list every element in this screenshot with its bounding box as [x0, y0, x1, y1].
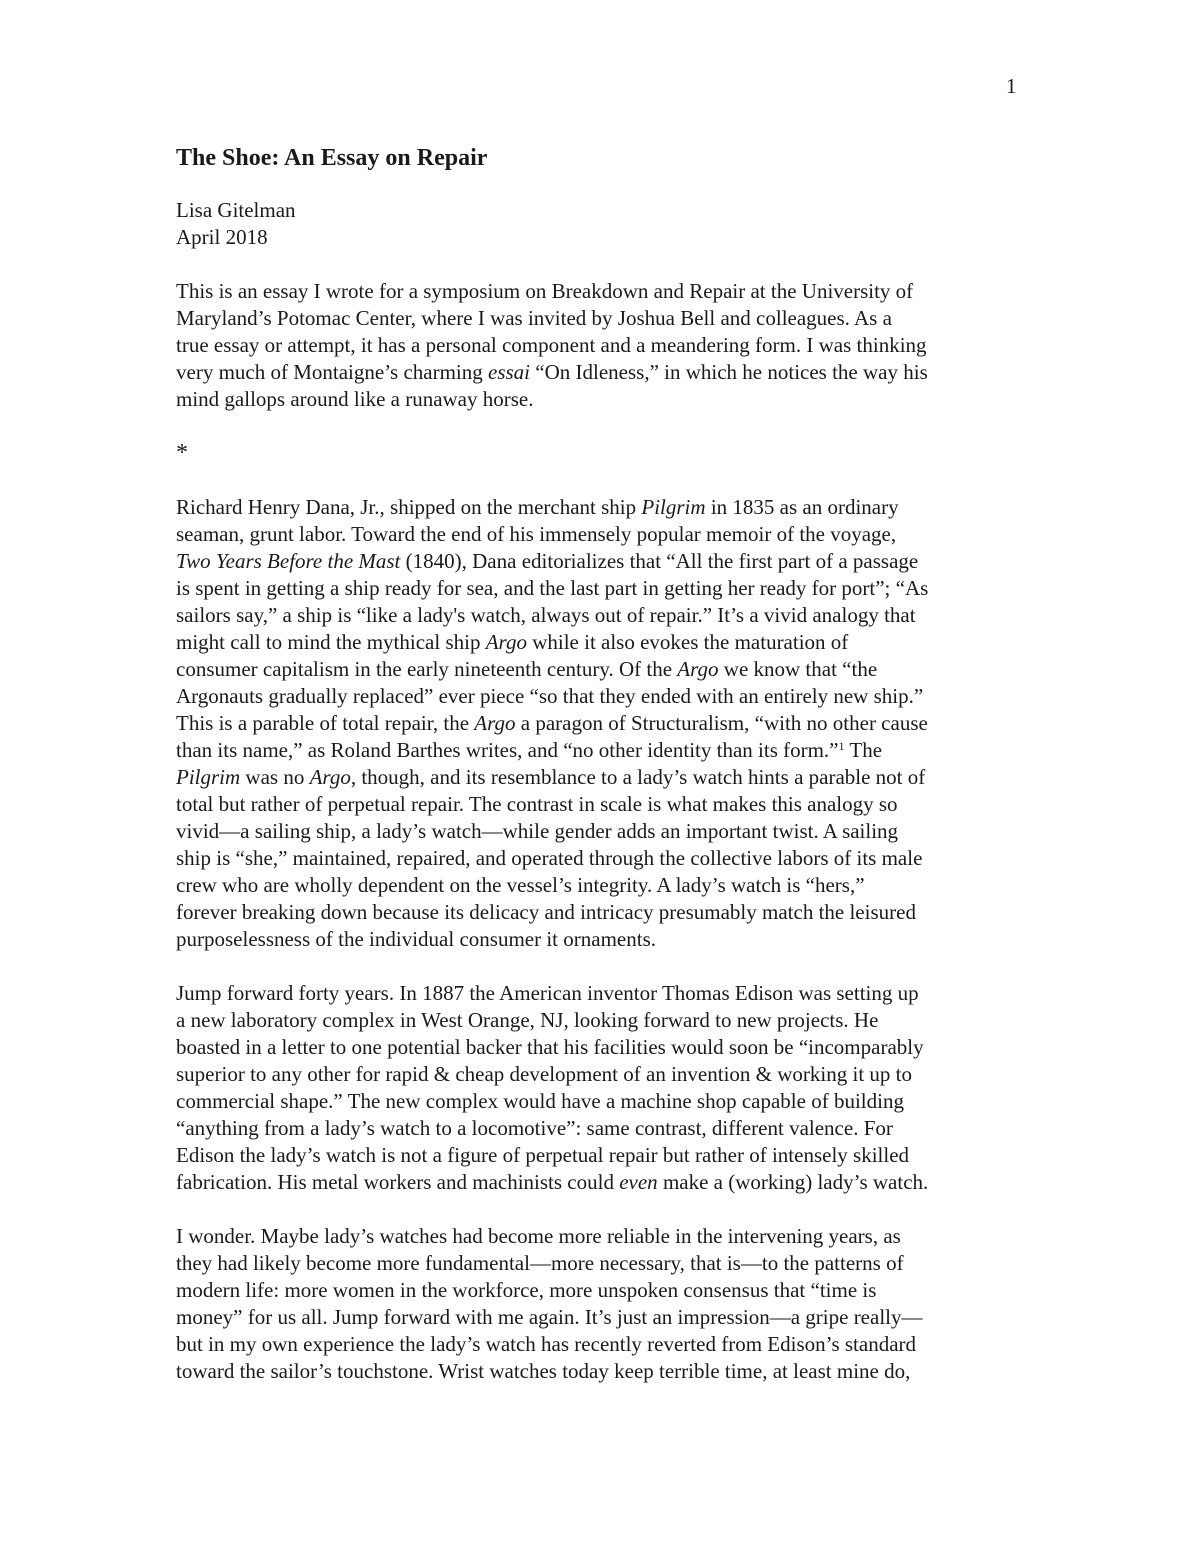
paragraph-edison: [176, 980, 1056, 1196]
text-line: vivid—a sailing ship, a lady’s watch—while gender adds an important twist. A sailing: [176, 819, 899, 843]
essay-date: April 2018: [176, 225, 268, 249]
text-run: Richard Henry Dana, Jr., shipped on the merchant ship: [176, 495, 642, 519]
text-run: while it also evokes the maturation of: [526, 630, 849, 654]
text-line: money” for us all. Jump forward with me again. It’s just an impression—a gripe really—: [176, 1305, 923, 1329]
text-line: [176, 629, 1056, 656]
italic-ship-name: Pilgrim: [176, 765, 241, 789]
intro-text: very much of Montaigne’s charming: [176, 360, 489, 384]
italic-book-title: Two Years Before the Mast: [176, 549, 401, 573]
italic-ship-name: Argo: [677, 657, 719, 681]
text-line: [176, 710, 1056, 737]
intro-line: true essay or attempt, it has a personal component and a meandering form. I was thinking: [176, 333, 927, 357]
text-line: [176, 494, 1056, 521]
text-run: fabrication. His metal workers and machinists could: [176, 1170, 620, 1194]
intro-line: This is an essay I wrote for a symposium on Breakdown and Repair at the University of: [176, 279, 914, 303]
text-run: was no: [240, 765, 310, 789]
italic-ship-name: Argo: [474, 711, 516, 735]
intro-line: mind gallops around like a runaway horse.: [176, 387, 534, 411]
text-line: they had likely become more fundamental—more necessary, that is—to the patterns of: [176, 1251, 904, 1275]
text-run: This is a parable of total repair, the: [176, 711, 475, 735]
italic-ship-name: Argo: [309, 765, 351, 789]
text-run: The: [844, 738, 883, 762]
text-line: seaman, grunt labor. Toward the end of his immensely popular memoir of the voyage,: [176, 522, 897, 546]
text-line: commercial shape.” The new complex would have a machine shop capable of building: [176, 1089, 904, 1113]
text-line: superior to any other for rapid & cheap development of an invention & working it up to: [176, 1062, 912, 1086]
text-line: [176, 656, 1056, 683]
paragraph-wonder: [176, 1223, 1056, 1385]
text-line: ship is “she,” maintained, repaired, and operated through the collective labors of its male: [176, 846, 923, 870]
text-line: crew who are wholly dependent on the vessel’s integrity. A lady’s watch is “hers,”: [176, 873, 865, 897]
text-line: [176, 548, 1056, 575]
italic-emphasis: even: [619, 1170, 658, 1194]
footnote-marker[interactable]: 1: [838, 739, 845, 753]
text-run: a paragon of Structuralism, “with no other cause: [515, 711, 928, 735]
text-line: boasted in a letter to one potential backer that his facilities would soon be “incomparably: [176, 1035, 924, 1059]
text-line: forever breaking down because its delicacy and intricacy presumably match the leisured: [176, 900, 916, 924]
author-name: Lisa Gitelman: [176, 198, 296, 222]
italic-ship-name: Argo: [485, 630, 527, 654]
text-run: (1840), Dana editorializes that “All the first part of a passage: [400, 549, 919, 573]
text-run: make a (working) lady’s watch.: [657, 1170, 929, 1194]
intro-text: “On Idleness,” in which he notices the way his: [530, 360, 928, 384]
text-line: but in my own experience the lady’s watch has recently reverted from Edison’s standard: [176, 1332, 917, 1356]
paragraph-dana: [176, 494, 1056, 953]
text-line: toward the sailor’s touchstone. Wrist watches today keep terrible time, at least mine do,: [176, 1359, 911, 1383]
essay-body: [176, 141, 1056, 1385]
text-line: is spent in getting a ship ready for sea, and the last part in getting her ready for port”; “As: [176, 576, 929, 600]
text-line: modern life: more women in the workforce, more unspoken consensus that “time is: [176, 1278, 877, 1302]
text-run: consumer capitalism in the early nineteenth century. Of the: [176, 657, 678, 681]
intro-line: Maryland’s Potomac Center, where I was invited by Joshua Bell and colleagues. As a: [176, 306, 892, 330]
essay-title: The Shoe: An Essay on Repair: [176, 145, 488, 171]
text-line: [176, 737, 1056, 764]
text-run: might call to mind the mythical ship: [176, 630, 486, 654]
text-line: sailors say,” a ship is “like a lady's watch, always out of repair.” It’s a vivid analogy that: [176, 603, 916, 627]
text-line: “anything from a lady’s watch to a locomotive”: same contrast, different valence. For: [176, 1116, 893, 1140]
text-line: a new laboratory complex in West Orange, NJ, looking forward to new projects. He: [176, 1008, 879, 1032]
page-number: 1: [1006, 74, 1017, 98]
text-line: Argonauts gradually replaced” ever piece “so that they ended with an entirely new ship.”: [176, 684, 924, 708]
text-line: Jump forward forty years. In 1887 the American inventor Thomas Edison was setting up: [176, 981, 919, 1005]
text-line: [176, 1169, 1056, 1196]
text-line: I wonder. Maybe lady’s watches had become more reliable in the intervening years, as: [176, 1224, 901, 1248]
intro-paragraph: [176, 278, 1056, 413]
section-separator: *: [176, 440, 188, 466]
text-line: purposelessness of the individual consumer it ornaments.: [176, 927, 656, 951]
text-line: [176, 764, 1056, 791]
italic-essai: essai: [488, 360, 531, 384]
text-line: total but rather of perpetual repair. The contrast in scale is what makes this analogy so: [176, 792, 898, 816]
text-run: , though, and its resemblance to a lady’s watch hints a parable not of: [350, 765, 926, 789]
text-line: Edison the lady’s watch is not a figure of perpetual repair but rather of intensely skilled: [176, 1143, 910, 1167]
text-run: than its name,” as Roland Barthes writes, and “no other identity than its form.”: [176, 738, 839, 762]
text-run: we know that “the: [718, 657, 878, 681]
intro-line: [176, 359, 1056, 386]
text-run: in 1835 as an ordinary: [705, 495, 899, 519]
italic-ship-name: Pilgrim: [641, 495, 706, 519]
